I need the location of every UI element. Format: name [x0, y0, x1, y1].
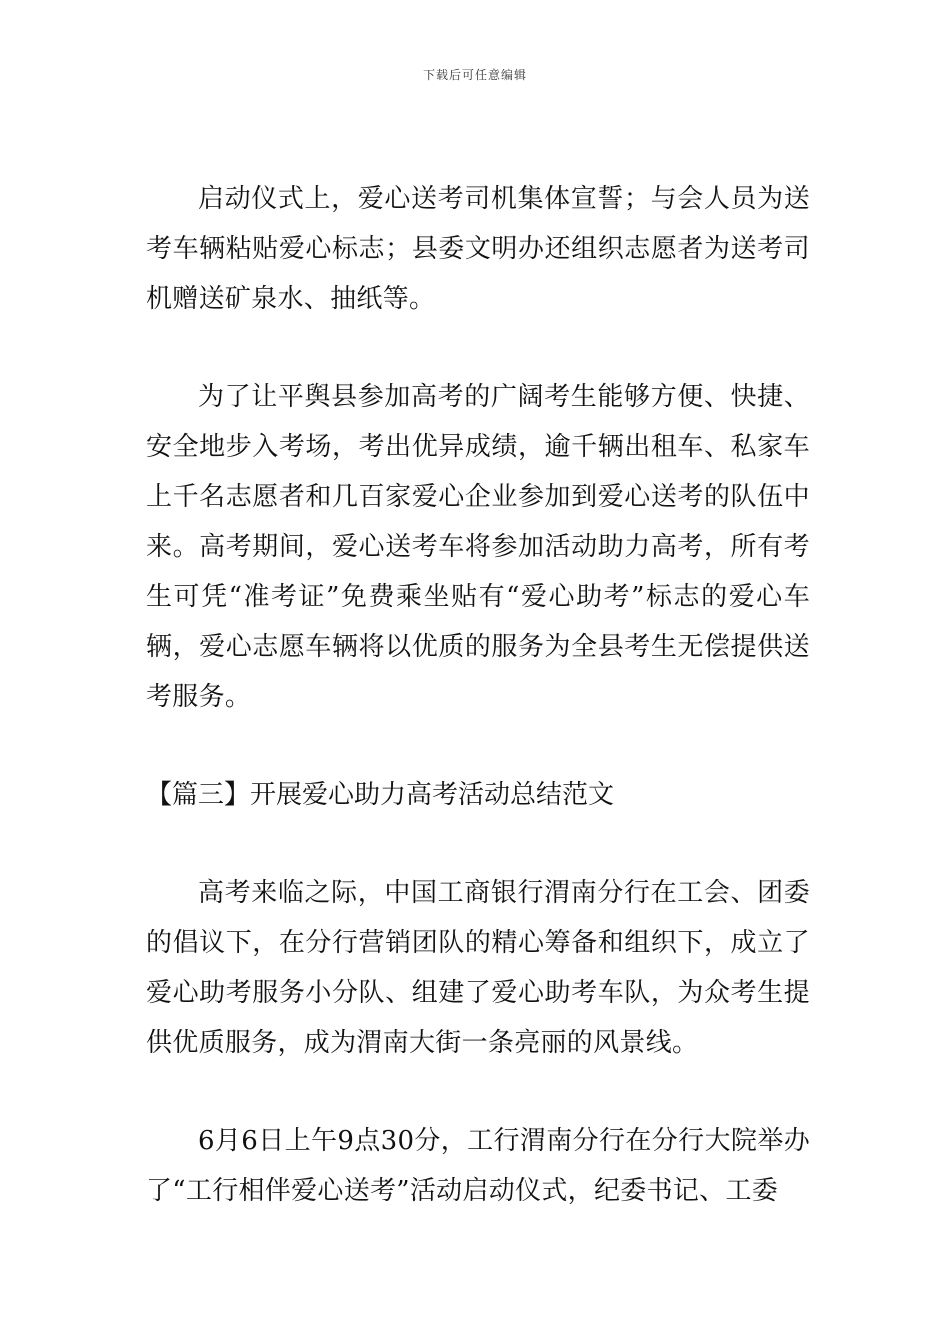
- paragraph-opening-ceremony: 启动仪式上，爱心送考司机集体宣誓；与会人员为送考车辆粘贴爱心标志；县委文明办还组织志愿者为送考司机赠送矿泉水、抽纸等。: [146, 184, 810, 314]
- paragraph-launch-event: 6月6日上午9点30分，工行渭南分行在分行大院举办了“工行相伴爱心送考”活动启动仪式，纪委书记、工委: [146, 1126, 810, 1206]
- paragraph-icbc-team: 高考来临之际，中国工商银行渭南分行在工会、团委的倡议下，在分行营销团队的精心筹备和组织下，成立了爱心助考服务小分队、组建了爱心助考车队，为众考生提供优质服务，成为渭南大街一条亮丽的风景线。: [146, 878, 810, 1058]
- page-header-note: 下载后可任意编辑: [422, 68, 527, 82]
- section-heading: 【篇三】开展爱心助力高考活动总结范文: [146, 780, 615, 810]
- paragraph-volunteer-drivers: 为了让平舆县参加高考的广阔考生能够方便、快捷、安全地步入考场，考出优异成绩，逾千辆出租车、私家车上千名志愿者和几百家爱心企业参加到爱心送考的队伍中来。高考期间，爱心送考车将参加活动助力高考，所有考生可凭“准考证”免费乘坐贴有“爱心助考”标志的爱心车辆，爱心志愿车辆将以优质的服务为全县考生无偿提供送考服务。: [146, 382, 810, 712]
- document-body: [146, 174, 810, 1216]
